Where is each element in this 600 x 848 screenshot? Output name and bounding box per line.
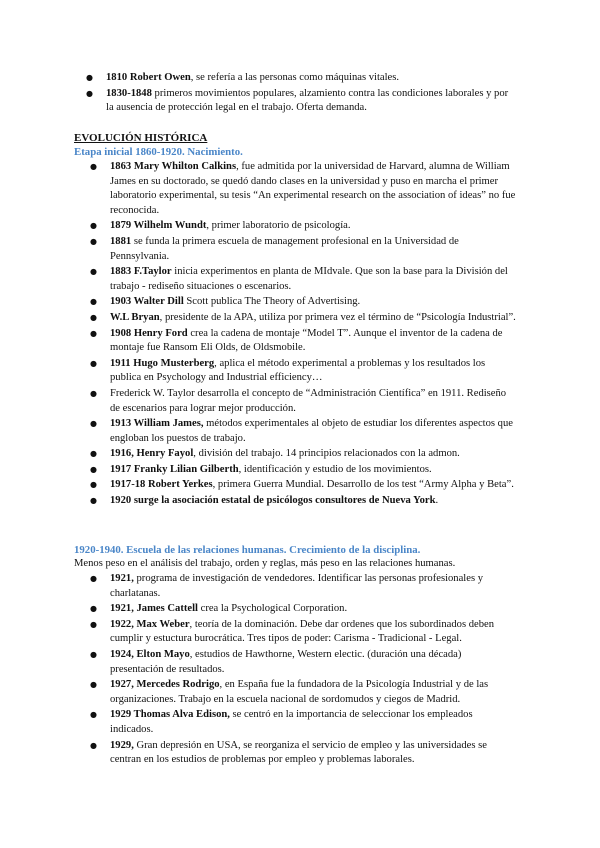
list-item: ● 1929 Thomas Alva Edison, se centró en la importancia de seleccionar los empleados indicados. [110, 708, 516, 737]
list-item: ● 1903 Walter Dill Scott publica The Theory of Advertising. [110, 295, 516, 310]
stage-heading-initial: Etapa inicial 1860-1920. Nacimiento. [74, 146, 243, 158]
list-item: ● 1881 se funda la primera escuela de management profesional en la Universidad de Pennsylvania. [110, 235, 516, 264]
list-item: ● 1921, programa de investigación de vendedores. Identificar las personas profesionales y charlatanas. [110, 572, 516, 601]
list-item: ● 1917 Franky Lilian Gilberth, identificación y estudio de los movimientos. [110, 463, 516, 478]
list-item: ● 1927, Mercedes Rodrigo, en España fue la fundadora de la Psicología Industrial y de las organizaciones. Trabajo en la escuela nacional de sordomudos y ciegos de Madrid. [110, 678, 516, 707]
initial-stage-list [0, 160, 600, 509]
list-item: ● W.L Bryan, presidente de la APA, utiliza por primera vez el término de “Psicología Industrial”. [110, 311, 516, 326]
intro-list [0, 71, 600, 116]
list-item: ● 1917-18 Robert Yerkes, primera Guerra Mundial. Desarrollo de los test “Army Alpha y Beta”. [110, 478, 516, 493]
human-relations-list [0, 572, 600, 768]
list-item: ● 1913 William James, métodos experimentales al objeto de estudiar los diferentes aspectos que engloban los puestos de trabajo. [110, 417, 516, 446]
stage-intro-text: Menos peso en el análisis del trabajo, orden y reglas, más peso en las relaciones humanas. [74, 558, 456, 569]
list-item: ● 1920 surge la asociación estatal de psicólogos consultores de Nueva York. [110, 494, 516, 509]
list-item: ● 1929, Gran depresión en USA, se reorganiza el servicio de empleo y las universidades se centran en los estudios de problemas por empleo y problemas laborales. [110, 739, 516, 768]
intro-section [0, 71, 600, 117]
list-item: ● 1924, Elton Mayo, estudios de Hawthorne, Western electic. (duración una década) presentación de resultados. [110, 648, 516, 677]
list-item: ● 1916, Henry Fayol, división del trabajo. 14 principios relacionados con la admon. [110, 447, 516, 462]
section-heading: EVOLUCIÓN HISTÓRICA [74, 132, 208, 144]
list-item: ● 1921, James Cattell crea la Psychological Corporation. [110, 602, 516, 617]
list-item: ● Frederick W. Taylor desarrolla el concepto de “Administración Científica” en 1911. Rediseño de escenarios para lograr mejor producción. [110, 387, 516, 416]
initial-stage-section [0, 160, 600, 510]
list-item: ● 1883 F.Taylor inicia experimentos en planta de MIdvale. Que son la base para la División del trabajo - rediseño situaciones o escenarios. [110, 265, 516, 294]
list-item: ● 1908 Henry Ford crea la cadena de montaje “Model T”. Aunque el inventor de la cadena de montaje fue Ransom Eli Olds, de Oldsmobile. [110, 327, 516, 356]
stage-heading-human-relations: 1920-1940. Escuela de las relaciones humanas. Crecimiento de la disciplina. [74, 544, 421, 556]
human-relations-section [0, 572, 600, 769]
list-item: ● 1922, Max Weber, teoría de la dominación. Debe dar ordenes que los subordinados deben cumplir y estuctura burocrática. Tres tipos de poder: Carisma - Tradicional - Legal. [110, 618, 516, 647]
list-item: ● 1879 Wilhelm Wundt, primer laboratorio de psicología. [110, 219, 516, 234]
list-item: ● 1830-1848 primeros movimientos populares, alzamiento contra las condiciones laborales y por la ausencia de protección legal en el trabajo. Oferta demanda. [106, 87, 516, 116]
list-item: ● 1810 Robert Owen, se refería a las personas como máquinas vitales. [106, 71, 516, 86]
list-item: ● 1911 Hugo Musterberg, aplica el método experimental a problemas y los resultados los publica en Psychology and Industrial efficiency… [110, 357, 516, 386]
list-item: ● 1863 Mary Whilton Calkins, fue admitida por la universidad de Harvard, alumna de William James en su doctorado, se quedó dando clases en la universidad y puso en marcha el primer laboratorio experimental, su tesis “An experimental research on the association of ideas” no fue reconocida. [110, 160, 516, 218]
